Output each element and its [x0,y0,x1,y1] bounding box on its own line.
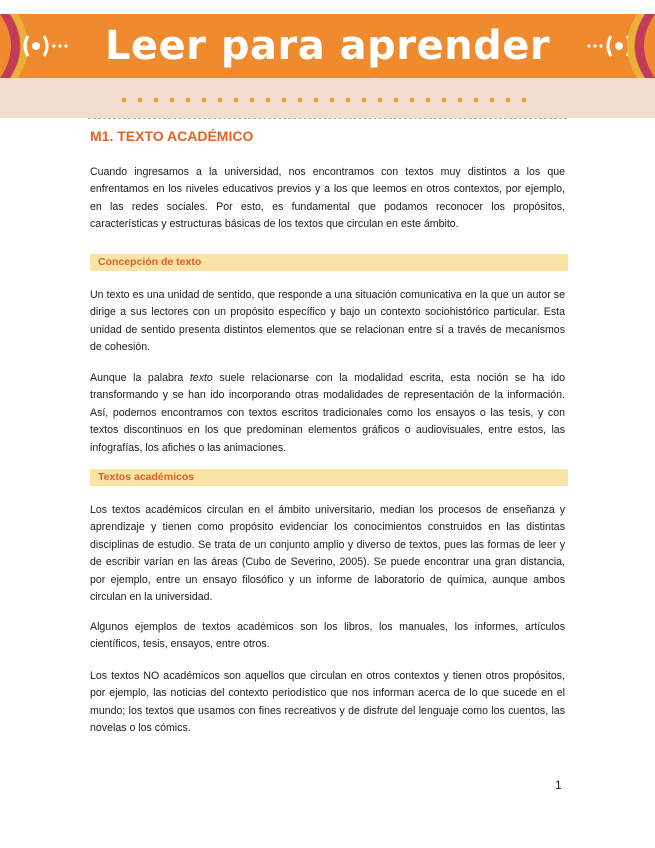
separator-line [88,118,567,119]
text-run: suele relacionarse con la modalidad escrita, esta noción se ha ido transformando y se han ido incorporando otras modalidades de representación de la información. Así, podemos encontramos con textos escritos tradicionales como los ensayos o las tesis, y con textos discontinuos en los que predominan elementos gráficos o audiovisuales, entre estos, las infografías, los afiches o las animaciones. [90,372,565,454]
header-banner [0,14,655,78]
intro-paragraph: Cuando ingresamos a la universidad, nos encontramos con textos muy distintos a los que enfrentamos en los niveles educativos previos y a los que leemos en otros contextos, por ejemplo, en las redes sociales. Por esto, es fundamental que podamos reconocer los propósitos, características y estructuras básicas de los textos que circulan en este ámbito. [90,166,565,231]
academicos-paragraph-3: Los textos NO académicos son aquellos que circulan en otros contextos y tienen otros propósitos, por ejemplo, las noticias del contexto periodístico que nos informan acerca de lo que sucede en el mundo; los textos que usamos con fines recreativos y de disfrute del lenguaje como los cuentos, las novelas o los cómics. [90,670,565,735]
concepcion-paragraph-2 [90,370,565,457]
subheading-concepcion [90,254,568,271]
subheading-label: Textos académicos [98,471,195,483]
subheading-academicos [90,469,568,486]
section-title: M1. TEXTO ACADÉMICO [90,128,254,144]
page-title: Leer para aprender [104,23,551,69]
subheading-label: Concepción de texto [98,256,202,268]
text-run: Aunque la palabra [90,372,190,384]
academicos-paragraph-1: Los textos académicos circulan en el ámbito universitario, median los procesos de enseñanza y aprendizaje y tienen como propósito evidenciar los conocimientos construidos en las distintas disciplinas de estudio. Se trata de un conjunto amplio y diverso de textos, pues las formas de leer y de escribir varían en las áreas (Cubo de Severino, 2005). Se puede encontrar una gran distancia, por ejemplo, entre un ensayo filosófico y un informe de laboratorio de química, aunque ambos circulan en la universidad. [90,504,565,604]
decorative-dots [120,96,540,104]
italic-term: texto [189,372,213,384]
academicos-paragraph-2: Algunos ejemplos de textos académicos son los libros, los manuales, los informes, artículos científicos, tesis, ensayos, entre otros. [90,621,565,651]
decorative-ornament-right-icon [585,14,655,78]
concepcion-paragraph-1: Un texto es una unidad de sentido, que responde a una situación comunicativa en la que un autor se dirige a sus lectores con un propósito específico y bajo un contexto sociohistórico particular. Esta unidad de sentido presenta distintos elementos que se relacionan entre sí a través de mecanismos de cohesión. [90,289,565,354]
page-number: 1 [555,778,562,792]
